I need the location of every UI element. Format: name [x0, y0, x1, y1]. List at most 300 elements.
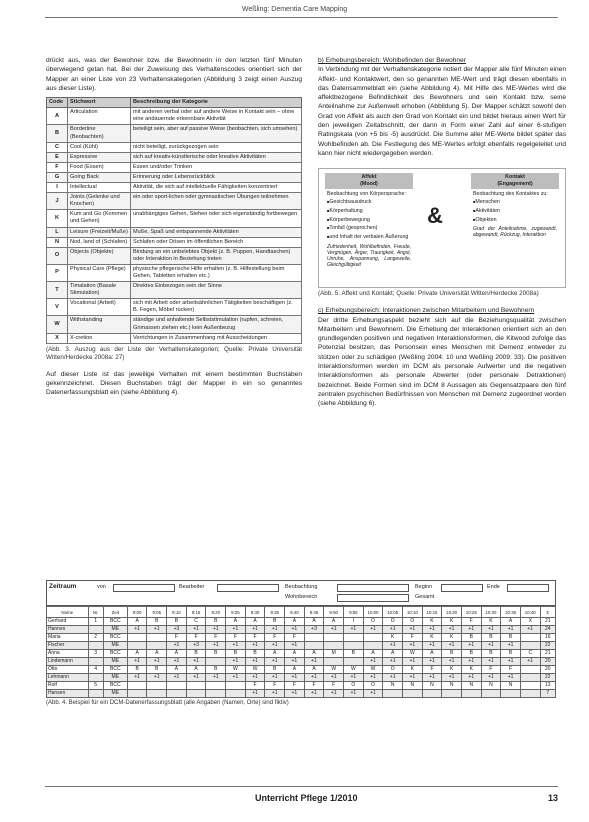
- dcm-cell[interactable]: B: [167, 618, 187, 626]
- dcm-cell[interactable]: F: [501, 666, 521, 674]
- dcm-cell[interactable]: A: [265, 650, 285, 658]
- dcm-cell[interactable]: +1: [383, 658, 403, 666]
- resident-name: Lindemann: [47, 658, 89, 666]
- dcm-cell[interactable]: [186, 682, 206, 690]
- dcm-cell[interactable]: [127, 642, 147, 650]
- dcm-cell[interactable]: N: [461, 682, 481, 690]
- dcm-cell[interactable]: O: [383, 666, 403, 674]
- dcm-cell[interactable]: F: [461, 618, 481, 626]
- dcm-cell[interactable]: +1: [461, 642, 481, 650]
- dcm-cell[interactable]: W: [344, 666, 364, 674]
- dcm-row: [47, 626, 556, 634]
- dcm-cell[interactable]: N: [402, 682, 422, 690]
- category-keyword: Articulation: [68, 108, 131, 125]
- dcm-cell[interactable]: C: [186, 618, 206, 626]
- dcm-cell[interactable]: A: [186, 666, 206, 674]
- dcm-cell[interactable]: +1: [127, 626, 147, 634]
- row-type: BCC: [103, 682, 127, 690]
- row-type: BCC: [103, 634, 127, 642]
- resident-number: [88, 642, 103, 650]
- row-type: ME: [103, 642, 127, 650]
- dcm-cell[interactable]: +3: [186, 642, 206, 650]
- dcm-cell[interactable]: A: [285, 618, 305, 626]
- dcm-cell[interactable]: B: [127, 666, 147, 674]
- table-row: [47, 333, 302, 343]
- contact-list: [471, 199, 559, 223]
- dcm-cell[interactable]: B: [501, 634, 521, 642]
- dcm-cell[interactable]: +1: [442, 674, 462, 682]
- dcm-cell[interactable]: A: [304, 650, 324, 658]
- dcm-cell[interactable]: +1: [265, 690, 285, 698]
- affect-description: Beobachtung von Körpersprache:: [327, 190, 406, 197]
- dcm-cell[interactable]: +1: [402, 658, 422, 666]
- time-column-header: 9:40: [285, 607, 305, 618]
- dcm-cell[interactable]: F: [245, 634, 265, 642]
- dcm-cell[interactable]: +1: [481, 626, 501, 634]
- category-code: G: [47, 172, 68, 182]
- resident-number: 5: [88, 682, 103, 690]
- dcm-cell[interactable]: [147, 642, 167, 650]
- row-sum: 22: [540, 642, 555, 650]
- dcm-cell[interactable]: [324, 658, 344, 666]
- dcm-cell[interactable]: +1: [186, 674, 206, 682]
- dcm-cell[interactable]: [344, 658, 364, 666]
- dcm-row: [47, 690, 556, 698]
- table-row: [47, 142, 302, 152]
- row-type: BCC: [103, 650, 127, 658]
- category-description: sich auf kreativ-künstlerische oder kreative Aktivitäten: [131, 152, 302, 162]
- resident-name: Hannes: [47, 626, 89, 634]
- dcm-cell[interactable]: K: [402, 666, 422, 674]
- dcm-cell[interactable]: +1: [226, 674, 246, 682]
- dcm-cell[interactable]: +1: [363, 658, 383, 666]
- dcm-cell[interactable]: A: [226, 618, 246, 626]
- dcm-cell[interactable]: A: [501, 618, 521, 626]
- dcm-cell[interactable]: B: [206, 650, 226, 658]
- dcm-cell[interactable]: B: [461, 650, 481, 658]
- dcm-cell[interactable]: [226, 690, 246, 698]
- time-column-header: 9:20: [206, 607, 226, 618]
- dcm-cell[interactable]: F: [206, 634, 226, 642]
- dcm-cell[interactable]: K: [442, 666, 462, 674]
- affect-item: ■ Körperbewegung: [327, 217, 411, 224]
- category-code: I: [47, 183, 68, 193]
- dcm-cell[interactable]: [304, 642, 324, 650]
- form-field-end[interactable]: [507, 584, 549, 592]
- dcm-cell[interactable]: A: [127, 618, 147, 626]
- dcm-cell[interactable]: +1: [127, 674, 147, 682]
- affect-title-text: Affekt: [361, 174, 377, 181]
- dcm-row: [47, 658, 556, 666]
- row-sum: 16: [540, 634, 555, 642]
- dcm-cell[interactable]: [324, 634, 344, 642]
- dcm-cell[interactable]: B: [265, 666, 285, 674]
- dcm-cell[interactable]: B: [245, 650, 265, 658]
- dcm-cell[interactable]: X: [520, 618, 540, 626]
- dcm-cell[interactable]: [442, 690, 462, 698]
- dcm-cell[interactable]: +1: [501, 674, 521, 682]
- category-description: beteiligt sein, aber auf passive Weise (beobachten, sich umsehen): [131, 125, 302, 142]
- dcm-cell[interactable]: +1: [245, 658, 265, 666]
- dcm-cell[interactable]: +1: [344, 674, 364, 682]
- dcm-cell[interactable]: F: [265, 634, 285, 642]
- dcm-cell[interactable]: +1: [442, 642, 462, 650]
- category-code: J: [47, 193, 68, 210]
- dcm-cell[interactable]: [186, 690, 206, 698]
- dcm-cell[interactable]: +1: [147, 674, 167, 682]
- row-sum: 7: [540, 690, 555, 698]
- dcm-cell[interactable]: +1: [186, 626, 206, 634]
- dcm-cell[interactable]: F: [422, 666, 442, 674]
- dcm-cell[interactable]: B: [206, 618, 226, 626]
- dcm-cell[interactable]: B: [186, 650, 206, 658]
- resident-name: Gerhard: [47, 618, 89, 626]
- dcm-cell[interactable]: +1: [481, 658, 501, 666]
- category-keyword: Physical Care (Pflege): [68, 264, 131, 281]
- dcm-cell[interactable]: [344, 642, 364, 650]
- dcm-cell[interactable]: [520, 690, 540, 698]
- category-code: L: [47, 227, 68, 237]
- dcm-cell[interactable]: A: [383, 650, 403, 658]
- time-column-header: 10:25: [461, 607, 481, 618]
- dcm-cell[interactable]: [481, 690, 501, 698]
- category-code: X: [47, 333, 68, 343]
- resident-number: [88, 690, 103, 698]
- dcm-cell[interactable]: +1: [422, 626, 442, 634]
- form-label-end: Ende: [487, 584, 500, 590]
- dcm-cell[interactable]: O: [402, 618, 422, 626]
- dcm-cell[interactable]: +1: [304, 674, 324, 682]
- dcm-cell[interactable]: B: [147, 618, 167, 626]
- row-sum: 13: [540, 682, 555, 690]
- col-sum-header: Σ: [540, 607, 555, 618]
- dcm-cell[interactable]: B: [481, 650, 501, 658]
- category-keyword: Joints (Gelenke und Knochen): [68, 193, 131, 210]
- dcm-cell[interactable]: [167, 682, 187, 690]
- dcm-cell[interactable]: +1: [520, 626, 540, 634]
- dcm-cell[interactable]: W: [402, 650, 422, 658]
- dcm-cell[interactable]: A: [285, 666, 305, 674]
- dcm-cell[interactable]: F: [245, 682, 265, 690]
- dcm-cell[interactable]: [127, 690, 147, 698]
- dcm-cell[interactable]: +1: [363, 626, 383, 634]
- dcm-row: [47, 674, 556, 682]
- resident-number: 2: [88, 634, 103, 642]
- dcm-cell[interactable]: +1: [245, 642, 265, 650]
- form-label-mapper: Bearbeiter: [179, 584, 205, 590]
- dcm-cell[interactable]: A: [285, 650, 305, 658]
- dcm-cell[interactable]: [461, 690, 481, 698]
- dcm-cell[interactable]: [324, 642, 344, 650]
- dcm-cell[interactable]: [422, 690, 442, 698]
- category-keyword: Going Back: [68, 172, 131, 182]
- row-type: ME: [103, 674, 127, 682]
- dcm-cell[interactable]: +1: [363, 674, 383, 682]
- dcm-cell[interactable]: B: [481, 634, 501, 642]
- dcm-cell[interactable]: +1: [383, 674, 403, 682]
- figure-3-caption: (Abb. 3. Auszug aus der Liste der Verhaltenskategorien; Quelle: Private Universität Witten/Herdecke 2008a: 27): [46, 345, 302, 361]
- section-heading-c: c) Erhebungsbereich: Interaktionen zwischen Mitarbeitern und Bewohnern: [318, 307, 535, 315]
- dcm-cell[interactable]: K: [383, 634, 403, 642]
- time-column-header: 9:35: [265, 607, 285, 618]
- resident-number: 1: [88, 618, 103, 626]
- dcm-cell[interactable]: [206, 658, 226, 666]
- dcm-cell[interactable]: +1: [501, 642, 521, 650]
- dcm-cell[interactable]: [147, 682, 167, 690]
- dcm-cell[interactable]: +1: [147, 626, 167, 634]
- dcm-cell[interactable]: +1: [461, 658, 481, 666]
- category-code: V: [47, 299, 68, 316]
- dcm-cell[interactable]: A: [324, 618, 344, 626]
- dcm-cell[interactable]: +1: [285, 690, 305, 698]
- dcm-cell[interactable]: +1: [186, 658, 206, 666]
- dcm-cell[interactable]: [383, 690, 403, 698]
- form-field-date[interactable]: [113, 584, 175, 592]
- dcm-cell[interactable]: A: [167, 650, 187, 658]
- dcm-cell[interactable]: [501, 690, 521, 698]
- dcm-cell[interactable]: B: [226, 650, 246, 658]
- dcm-cell[interactable]: +3: [167, 626, 187, 634]
- dcm-cell[interactable]: +1: [285, 642, 305, 650]
- dcm-cell[interactable]: +1: [304, 658, 324, 666]
- dcm-cell[interactable]: O: [344, 682, 364, 690]
- category-code: O: [47, 247, 68, 264]
- dcm-cell[interactable]: N: [383, 682, 403, 690]
- dcm-cell[interactable]: A: [304, 618, 324, 626]
- dcm-cell[interactable]: F: [324, 682, 344, 690]
- category-description: ständige und anhaltende Selbststimulation (rupfen, schreien, Grimassen ziehen etc.) kein Außenbezug: [131, 316, 302, 333]
- dcm-cell[interactable]: [147, 634, 167, 642]
- dcm-cell[interactable]: +1: [363, 690, 383, 698]
- dcm-cell[interactable]: +3: [304, 626, 324, 634]
- affect-contact-figure: [318, 168, 566, 288]
- dcm-cell[interactable]: +1: [245, 674, 265, 682]
- dcm-cell[interactable]: +1: [206, 674, 226, 682]
- dcm-cell[interactable]: [206, 682, 226, 690]
- dcm-cell[interactable]: K: [422, 634, 442, 642]
- dcm-cell[interactable]: +1: [226, 658, 246, 666]
- table-row: [47, 299, 302, 316]
- dcm-cell[interactable]: [344, 634, 364, 642]
- dcm-cell[interactable]: M: [324, 650, 344, 658]
- dcm-cell[interactable]: +1: [481, 674, 501, 682]
- dcm-cell[interactable]: +1: [402, 626, 422, 634]
- contact-box: [471, 173, 559, 283]
- dcm-cell[interactable]: +1: [422, 674, 442, 682]
- category-description: Schlafen oder Dösen im öffentlichen Bereich: [131, 237, 302, 247]
- category-keyword: Timalation (Basale Stimulation): [68, 282, 131, 299]
- dcm-cell[interactable]: +1: [167, 642, 187, 650]
- dcm-cell[interactable]: F: [304, 682, 324, 690]
- dcm-cell[interactable]: +1: [324, 626, 344, 634]
- dcm-cell[interactable]: [304, 634, 324, 642]
- dcm-cell[interactable]: +1: [226, 626, 246, 634]
- dcm-cell[interactable]: +1: [501, 658, 521, 666]
- dcm-cell[interactable]: A: [304, 666, 324, 674]
- category-code: W: [47, 316, 68, 333]
- category-code: B: [47, 125, 68, 142]
- category-description: Direktes Einbezogen sein der Sinne: [131, 282, 302, 299]
- dcm-cell[interactable]: +1: [304, 690, 324, 698]
- dcm-cell[interactable]: +1: [402, 642, 422, 650]
- dcm-cell[interactable]: K: [442, 618, 462, 626]
- dcm-cell[interactable]: F: [226, 634, 246, 642]
- dcm-cell[interactable]: [167, 690, 187, 698]
- dcm-cell[interactable]: +1: [324, 674, 344, 682]
- category-keyword: Kum and Go (Kommen und Gehen): [68, 210, 131, 227]
- form-label-unit: Wohnbereich: [285, 594, 318, 600]
- dcm-cell[interactable]: +1: [285, 658, 305, 666]
- dcm-cell[interactable]: W: [226, 666, 246, 674]
- dcm-cell[interactable]: O: [383, 618, 403, 626]
- dcm-cell[interactable]: K: [481, 618, 501, 626]
- dcm-cell[interactable]: W: [245, 666, 265, 674]
- dcm-cell[interactable]: [520, 666, 540, 674]
- dcm-cell[interactable]: N: [442, 682, 462, 690]
- dcm-cell[interactable]: K: [442, 634, 462, 642]
- dcm-cell[interactable]: +1: [383, 642, 403, 650]
- dcm-cell[interactable]: B: [501, 650, 521, 658]
- dcm-cell[interactable]: B: [461, 634, 481, 642]
- dcm-cell[interactable]: A: [245, 618, 265, 626]
- dcm-cell[interactable]: +1: [422, 658, 442, 666]
- form-field-type[interactable]: [337, 584, 409, 592]
- dcm-cell[interactable]: +1: [501, 626, 521, 634]
- dcm-cell[interactable]: W: [363, 666, 383, 674]
- dcm-cell[interactable]: +1: [520, 658, 540, 666]
- category-description: nicht beteiligt, zurückgezogen sein: [131, 142, 302, 152]
- time-column-header: 9:25: [226, 607, 246, 618]
- resident-name: Lehmann: [47, 674, 89, 682]
- dcm-cell[interactable]: A: [422, 650, 442, 658]
- dcm-cell[interactable]: [520, 634, 540, 642]
- dcm-cell[interactable]: +1: [265, 658, 285, 666]
- table-row: [47, 227, 302, 237]
- affect-title: [325, 173, 413, 188]
- time-column-header: 9:00: [127, 607, 147, 618]
- dcm-cell[interactable]: +1: [481, 642, 501, 650]
- dcm-cell[interactable]: B: [442, 650, 462, 658]
- dcm-cell[interactable]: F: [265, 682, 285, 690]
- dcm-cell[interactable]: +1: [285, 674, 305, 682]
- form-field-unit[interactable]: [337, 594, 409, 602]
- time-column-header: 10:00: [363, 607, 383, 618]
- dcm-cell[interactable]: [206, 690, 226, 698]
- dcm-cell[interactable]: +1: [442, 626, 462, 634]
- dcm-cell[interactable]: [127, 634, 147, 642]
- dcm-cell[interactable]: +1: [344, 626, 364, 634]
- dcm-cell[interactable]: +1: [245, 626, 265, 634]
- row-type: ME: [103, 626, 127, 634]
- contact-subtitle: (Engagement): [497, 180, 533, 187]
- dcm-cell[interactable]: N: [501, 682, 521, 690]
- dcm-cell[interactable]: N: [481, 682, 501, 690]
- dcm-cell[interactable]: K: [461, 666, 481, 674]
- dcm-cell[interactable]: F: [285, 634, 305, 642]
- dcm-cell[interactable]: [226, 682, 246, 690]
- row-sum: 21: [540, 618, 555, 626]
- category-description: Erinnerung oder Lebensrückblick: [131, 172, 302, 182]
- dcm-cell[interactable]: [520, 682, 540, 690]
- dcm-cell[interactable]: +1: [167, 674, 187, 682]
- time-column-header: 9:45: [304, 607, 324, 618]
- dcm-cell[interactable]: B: [265, 618, 285, 626]
- dcm-cell[interactable]: B: [206, 666, 226, 674]
- table-header-description: Beschreibung der Kategorie: [131, 98, 302, 108]
- dcm-cell[interactable]: +1: [127, 658, 147, 666]
- dcm-cell[interactable]: [127, 682, 147, 690]
- dcm-cell[interactable]: W: [324, 666, 344, 674]
- time-column-header: 9:30: [245, 607, 265, 618]
- dcm-cell[interactable]: A: [127, 650, 147, 658]
- table-row: [47, 264, 302, 281]
- dcm-cell[interactable]: +1: [422, 642, 442, 650]
- dcm-cell[interactable]: +1: [245, 690, 265, 698]
- dcm-cell[interactable]: C: [520, 650, 540, 658]
- dcm-cell[interactable]: F: [285, 682, 305, 690]
- form-field-mapper[interactable]: [217, 584, 279, 592]
- dcm-cell[interactable]: +1: [324, 690, 344, 698]
- dcm-cell[interactable]: +1: [147, 658, 167, 666]
- dcm-cell[interactable]: +1: [206, 642, 226, 650]
- row-type: BCC: [103, 666, 127, 674]
- dcm-cell[interactable]: F: [167, 634, 187, 642]
- dcm-cell[interactable]: +1: [461, 674, 481, 682]
- dcm-cell[interactable]: +1: [383, 626, 403, 634]
- dcm-row: [47, 642, 556, 650]
- dcm-cell[interactable]: +1: [226, 642, 246, 650]
- category-description: physische pflegerische Hilfe erhalten (z. B. Hilfestellung beim Gehen, Tabletten erhalten etc.): [131, 264, 302, 281]
- resident-name: Hansen: [47, 690, 89, 698]
- dcm-cell[interactable]: A: [147, 650, 167, 658]
- dcm-cell[interactable]: [520, 674, 540, 682]
- dcm-cell[interactable]: [363, 634, 383, 642]
- dcm-cell[interactable]: A: [167, 666, 187, 674]
- dcm-row: [47, 682, 556, 690]
- dcm-cell[interactable]: I: [344, 618, 364, 626]
- dcm-cell[interactable]: [147, 690, 167, 698]
- right-paragraph-2: Der dritte Erhebungsaspekt bezieht sich auf die Beziehungsqualität zwischen Mitarbeitern und Bewohnern. Die Erhebung der Interaktionen orientiert sich an den grundlegenden positiven und negativen Interaktionsformen, die Kitwood zufolge das Potenzial besitzen, das Personsein eines Menschen mit Demenz entweder zu stützen oder zu schädigen (Weßling 2004: 10 und Weßling 2009: 33). Die positiven Interaktionsformen werden im DCM als personale Aufwerter und die negativen Interaktionsformen als personale Abwerter (oder personale Detraktionen) bezeichnet. Beide Formen sind im DCM 8 Aussagen als Gegensatzpaare den fünf zentralen psychischen Bedürfnissen von Menschen mit Demenz zugeordnet worden (siehe Abbildung 6).: [318, 316, 566, 408]
- dcm-cell[interactable]: F: [186, 634, 206, 642]
- form-field-start[interactable]: [441, 584, 483, 592]
- dcm-header-row: [47, 607, 556, 618]
- dcm-cell[interactable]: [363, 642, 383, 650]
- dcm-cell[interactable]: +1: [461, 626, 481, 634]
- dcm-cell[interactable]: +1: [402, 674, 422, 682]
- dcm-cell[interactable]: F: [402, 634, 422, 642]
- dcm-cell[interactable]: O: [363, 682, 383, 690]
- dcm-cell[interactable]: +1: [265, 642, 285, 650]
- dcm-cell[interactable]: B: [147, 666, 167, 674]
- dcm-cell[interactable]: +1: [206, 626, 226, 634]
- dcm-cell[interactable]: A: [363, 650, 383, 658]
- dcm-cell[interactable]: B: [344, 650, 364, 658]
- dcm-cell[interactable]: +1: [344, 690, 364, 698]
- dcm-cell[interactable]: +1: [442, 658, 462, 666]
- dcm-cell[interactable]: +1: [167, 658, 187, 666]
- dcm-cell[interactable]: +1: [265, 674, 285, 682]
- row-sum: 24: [540, 626, 555, 634]
- dcm-row: [47, 650, 556, 658]
- dcm-cell[interactable]: +1: [285, 626, 305, 634]
- dcm-cell[interactable]: +1: [265, 626, 285, 634]
- dcm-cell[interactable]: [520, 642, 540, 650]
- dcm-cell[interactable]: K: [422, 618, 442, 626]
- dcm-cell[interactable]: O: [363, 618, 383, 626]
- dcm-cell[interactable]: F: [481, 666, 501, 674]
- dcm-cell[interactable]: [402, 690, 422, 698]
- dcm-cell[interactable]: N: [422, 682, 442, 690]
